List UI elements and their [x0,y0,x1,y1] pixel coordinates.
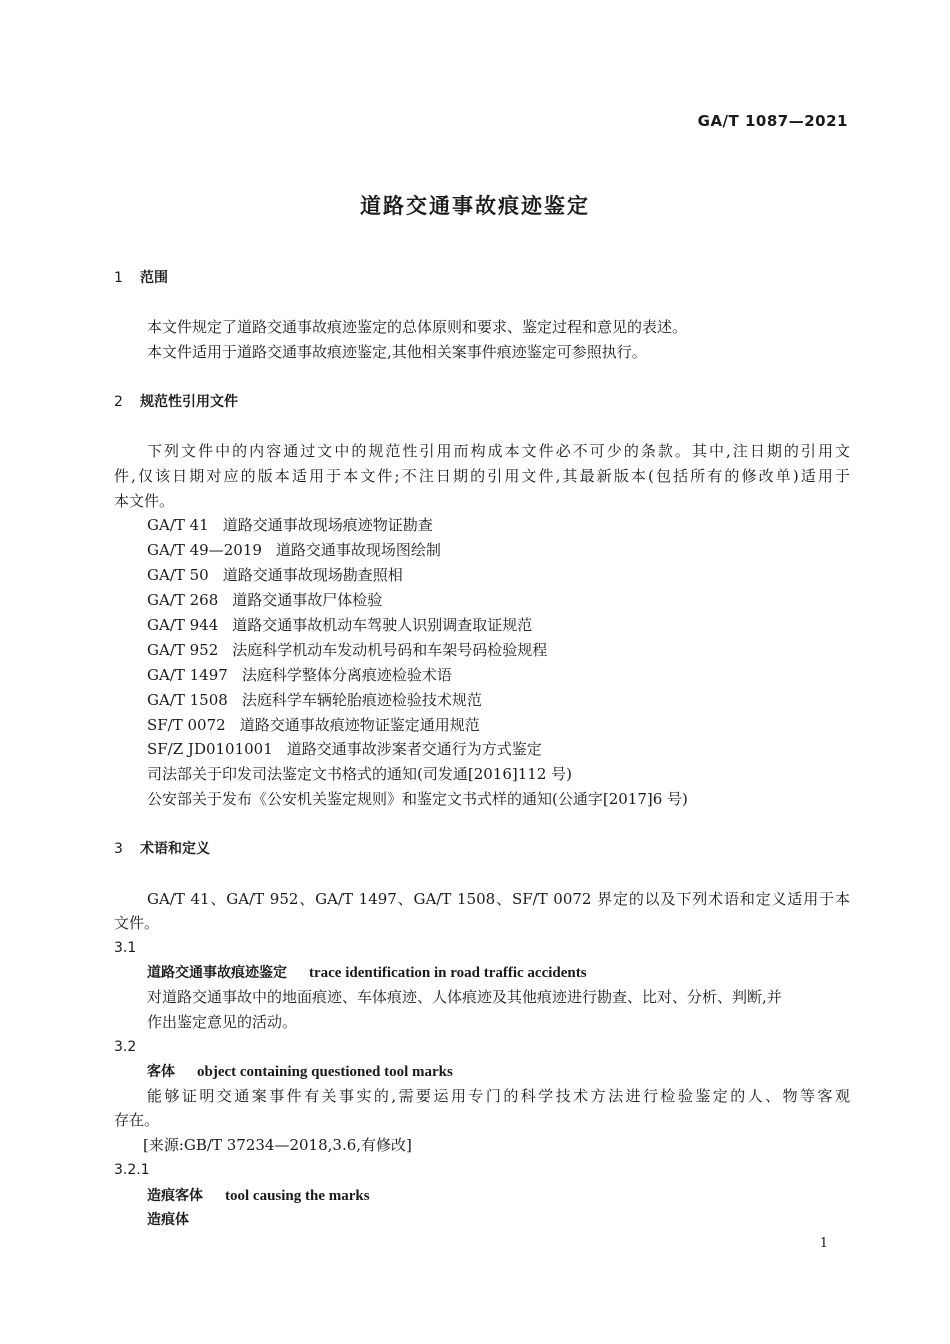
term-entry [147,1185,370,1206]
reference-code: GA/T 49—2019 [147,541,262,559]
reference-item [147,715,480,735]
reference-name: 道路交通事故涉案者交通行为方式鉴定 [286,740,542,758]
paragraph-line: GA/T 41、GA/T 952、GA/T 1497、GA/T 1508、SF/T 0072 界定的以及下列术语和定义适用于本 [147,890,850,908]
reference-name: 法庭科学车辆轮胎痕迹检验技术规范 [241,691,482,709]
section-number: 2 [114,394,123,410]
reference-code: SF/T 0072 [147,716,226,734]
reference-name: 道路交通事故尸体检验 [232,591,383,609]
reference-name: 法庭科学整体分离痕迹检验术语 [241,666,452,684]
term-english: tool causing the marks [225,1188,370,1204]
reference-item [147,590,382,610]
reference-notice: 司法部关于印发司法鉴定文书格式的通知(司发通[2016]112 号) [147,765,572,783]
clause-number: 3.2.1 [114,1162,150,1178]
reference-name: 法庭科学机动车发动机号码和车架号码检验规程 [232,641,548,659]
reference-name: 道路交通事故痕迹物证鉴定通用规范 [239,716,480,734]
clause-number: 3.2 [114,1039,137,1055]
term-alternative: 造痕体 [147,1212,189,1228]
section-3-heading [114,839,210,859]
reference-item [147,615,532,635]
term-chinese: 客体 [147,1064,175,1080]
reference-code: GA/T 268 [147,591,219,609]
reference-name: 道路交通事故现场痕迹物证勘查 [222,516,433,534]
section-title: 规范性引用文件 [140,394,238,410]
term-english: object containing questioned tool marks [197,1064,453,1080]
term-entry [147,1061,453,1082]
reference-item [147,640,547,660]
reference-name: 道路交通事故现场勘查照相 [222,566,403,584]
paragraph-line: 本文件。 [114,492,175,510]
clause-number: 3.1 [114,940,137,956]
reference-code: GA/T 41 [147,516,209,534]
term-english: trace identification in road traffic accidents [309,965,587,981]
term-definition: 对道路交通事故中的地面痕迹、车体痕迹、人体痕迹及其他痕迹进行勘查、比对、分析、判断,并 [147,988,782,1006]
document-title: 道路交通事故痕迹鉴定 [360,194,590,218]
paragraph: 本文件适用于道路交通事故痕迹鉴定,其他相关案事件痕迹鉴定可参照执行。 [147,343,647,361]
reference-item [147,565,403,585]
paragraph-line: 下列文件中的内容通过文中的规范性引用而构成本文件必不可少的条款。其中,注日期的引用文 [147,442,850,460]
term-entry [147,962,587,983]
section-2-heading [114,392,238,412]
reference-item [147,690,482,710]
reference-code: SF/Z JD0101001 [147,740,273,758]
reference-code: GA/T 944 [147,616,219,634]
reference-name: 道路交通事故机动车驾驶人识别调查取证规范 [232,616,533,634]
term-definition: 存在。 [114,1111,160,1129]
paragraph-line: 件,仅该日期对应的版本适用于本文件;不注日期的引用文件,其最新版本(包括所有的修改单)适用于 [114,467,850,485]
term-chinese: 造痕客体 [147,1188,203,1204]
section-number: 1 [114,270,123,286]
term-definition: 能够证明交通案事件有关事实的,需要运用专门的科学技术方法进行检验鉴定的人、物等客观 [147,1087,850,1105]
reference-code: GA/T 1508 [147,691,228,709]
reference-code: GA/T 50 [147,566,209,584]
reference-item [147,739,542,759]
standard-code: GA/T 1087—2021 [697,112,848,130]
term-chinese: 道路交通事故痕迹鉴定 [147,965,287,981]
paragraph-line: 文件。 [114,914,160,932]
paragraph: 本文件规定了道路交通事故痕迹鉴定的总体原则和要求、鉴定过程和意见的表述。 [147,318,688,336]
reference-code: GA/T 952 [147,641,219,659]
section-title: 术语和定义 [140,841,210,857]
reference-item [147,665,452,685]
page-number: 1 [819,1236,828,1251]
term-definition: 作出鉴定意见的活动。 [147,1013,298,1031]
reference-notice: 公安部关于发布《公安机关鉴定规则》和鉴定文书式样的通知(公通字[2017]6 号) [147,790,688,808]
term-source: [来源:GB/T 37234—2018,3.6,有修改] [143,1136,412,1154]
reference-item [147,515,433,535]
section-1-heading [114,268,168,288]
section-number: 3 [114,841,123,857]
section-title: 范围 [140,270,168,286]
reference-name: 道路交通事故现场图绘制 [275,541,441,559]
reference-code: GA/T 1497 [147,666,228,684]
reference-item [147,540,441,560]
